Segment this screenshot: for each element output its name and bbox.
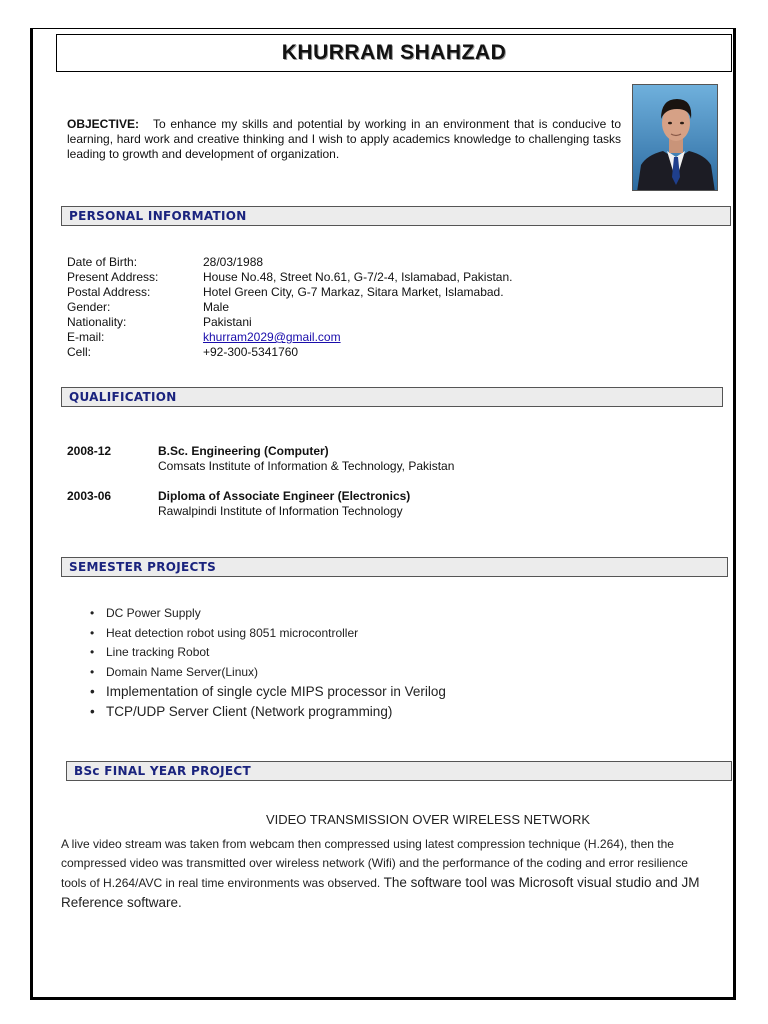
email-link[interactable]: khurram2029@gmail.com <box>203 330 341 344</box>
name-header <box>56 34 732 72</box>
info-label: E-mail: <box>67 330 105 344</box>
info-label: Date of Birth: <box>67 255 138 269</box>
qualification-degree: B.Sc. Engineering (Computer) <box>158 444 329 458</box>
list-item: • Implementation of single cycle MIPS processor in Verilog <box>90 682 446 702</box>
profile-photo <box>632 84 718 191</box>
objective-label: OBJECTIVE: <box>67 117 140 131</box>
section-personal-information: PERSONAL INFORMATION <box>61 206 731 226</box>
info-value: +92-300-5341760 <box>203 345 299 359</box>
info-value: Hotel Green City, G-7 Markaz, Sitara Market, Islamabad. <box>203 285 504 299</box>
qualification-years: 2003-06 <box>67 489 112 503</box>
qualification-years: 2008-12 <box>67 444 112 458</box>
objective-paragraph <box>67 117 621 162</box>
info-label: Present Address: <box>67 270 159 284</box>
list-item: • Domain Name Server(Linux) <box>90 663 446 683</box>
project-description-text: A live video stream was taken from webcam then compressed using latest compression technique (H.264), then the compressed video was transmitted over wireless network (Wifi) and the performance of the coding and error resilience tools of H.264/AVC in real time environments was observed. <box>61 837 688 890</box>
info-value: House No.48, Street No.61, G-7/2-4, Islamabad, Pakistan. <box>203 270 513 284</box>
info-label: Postal Address: <box>67 285 151 299</box>
section-qualification: QUALIFICATION <box>61 387 723 407</box>
project-title: VIDEO TRANSMISSION OVER WIRELESS NETWORK <box>265 812 591 827</box>
list-item: • Heat detection robot using 8051 microcontroller <box>90 624 446 644</box>
info-value: 28/03/1988 <box>203 255 264 269</box>
section-semester-projects: SEMESTER PROJECTS <box>61 557 728 577</box>
project-tools-text: The software tool was Microsoft visual studio and JM Reference software. <box>61 875 700 910</box>
qualification-institute: Comsats Institute of Information & Technology, Pakistan <box>158 459 455 473</box>
list-item: • DC Power Supply <box>90 604 446 624</box>
semester-projects-list <box>90 604 446 721</box>
info-label: Gender: <box>67 300 111 314</box>
project-description <box>61 835 701 913</box>
list-item: • Line tracking Robot <box>90 643 446 663</box>
qualification-institute: Rawalpindi Institute of Information Technology <box>158 504 403 518</box>
candidate-name: KHURRAM SHAHZAD <box>281 41 507 64</box>
qualification-degree: Diploma of Associate Engineer (Electronics) <box>158 489 411 503</box>
info-label: Cell: <box>67 345 92 359</box>
info-value: Male <box>203 300 230 314</box>
section-final-year-project: BSc FINAL YEAR PROJECT <box>66 761 732 781</box>
objective-text: To enhance my skills and potential by working in an environment that is conducive to learning, hard work and creative thinking and I wish to apply academics knowledge to challenging tasks leading to growth and development of organization. <box>67 117 621 161</box>
info-value: Pakistani <box>203 315 252 329</box>
info-label: Nationality: <box>67 315 127 329</box>
list-item: • TCP/UDP Server Client (Network programming) <box>90 702 446 722</box>
